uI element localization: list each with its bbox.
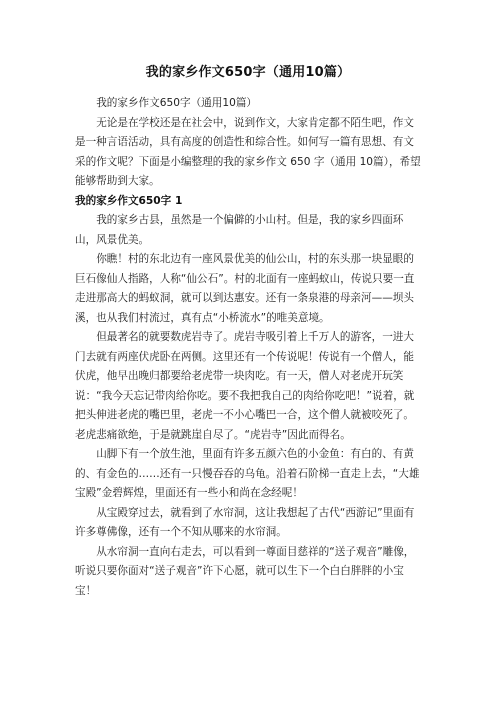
document-body: [75, 94, 421, 601]
body-paragraph-3: 但最著名的就要数虎岩寺了。虎岩寺吸引着上千万人的游客，一进大门去就有两座伏虎卧在两侧。这里还有一个传说呢！传说有一个僧人，能伏虎，他早出晚归都要给老虎带一块肉吃。有一天，僧人对老虎开玩笑说：“我今天忘记带肉给你吃。要不我把我自己的肉给你吃吧！”说着，就把头伸进老虎的嘴巴里，老虎一不小心嘴巴一合，这个僧人就被咬死了。老虎悲痛欲绝，于是就跳崖自尽了。“虎岩寺”因此而得名。: [75, 331, 415, 441]
section-heading: 我的家乡作文650字 1: [75, 194, 183, 207]
intro-paragraph: 无论是在学校还是在社会中，说到作文，大家肯定都不陌生吧，作文是一种言语活动，具有高度的创造性和综合性。如何写一篇有思想、有文采的作文呢？下面是小编整理的我的家乡作文 650 字（通用 10篇），希望能够帮助到大家。: [75, 116, 421, 187]
body-paragraph-2: 你瞧！村的东北边有一座风景优美的仙公山，村的东头那一块显眼的巨石像仙人指路，人称“仙公石”。村的北面有一座蚂蚁山，传说只要一直走进那高大的蚂蚁洞，就可以到达惠安。还有一条泉港的母亲河——坝头溪，也从我们村流过，真有点“小桥流水”的唯美意境。: [75, 253, 415, 324]
body-paragraph-1: 我的家乡古县，虽然是一个偏僻的小山村。但是，我的家乡四面环山，风景优美。: [75, 214, 404, 246]
document-title: 我的家乡作文650字（通用10篇）: [145, 65, 351, 80]
body-paragraph-4: 山脚下有一个放生池，里面有许多五颜六色的小金鱼：有白的、有黄的、有金色的……还有一只慢吞吞的乌龟。沿着石阶梯一直走上去，“大雄宝殿”金碧辉煌，里面还有一些小和尚在念经呢！: [75, 448, 420, 499]
intro-subtitle: 我的家乡作文650字（通用10篇）: [96, 97, 258, 109]
body-paragraph-6: 从水帘洞一直向右走去，可以看到一尊面目慈祥的“送子观音”雕像，听说只要你面对“送子观音”许下心愿，就可以生下一个白白胖胖的小宝宝！: [75, 545, 415, 597]
body-paragraph-5: 从宝殿穿过去，就看到了水帘洞，这让我想起了古代“西游记”里面有许多尊佛像，还有一个不知从哪来的水帘洞。: [75, 506, 415, 538]
